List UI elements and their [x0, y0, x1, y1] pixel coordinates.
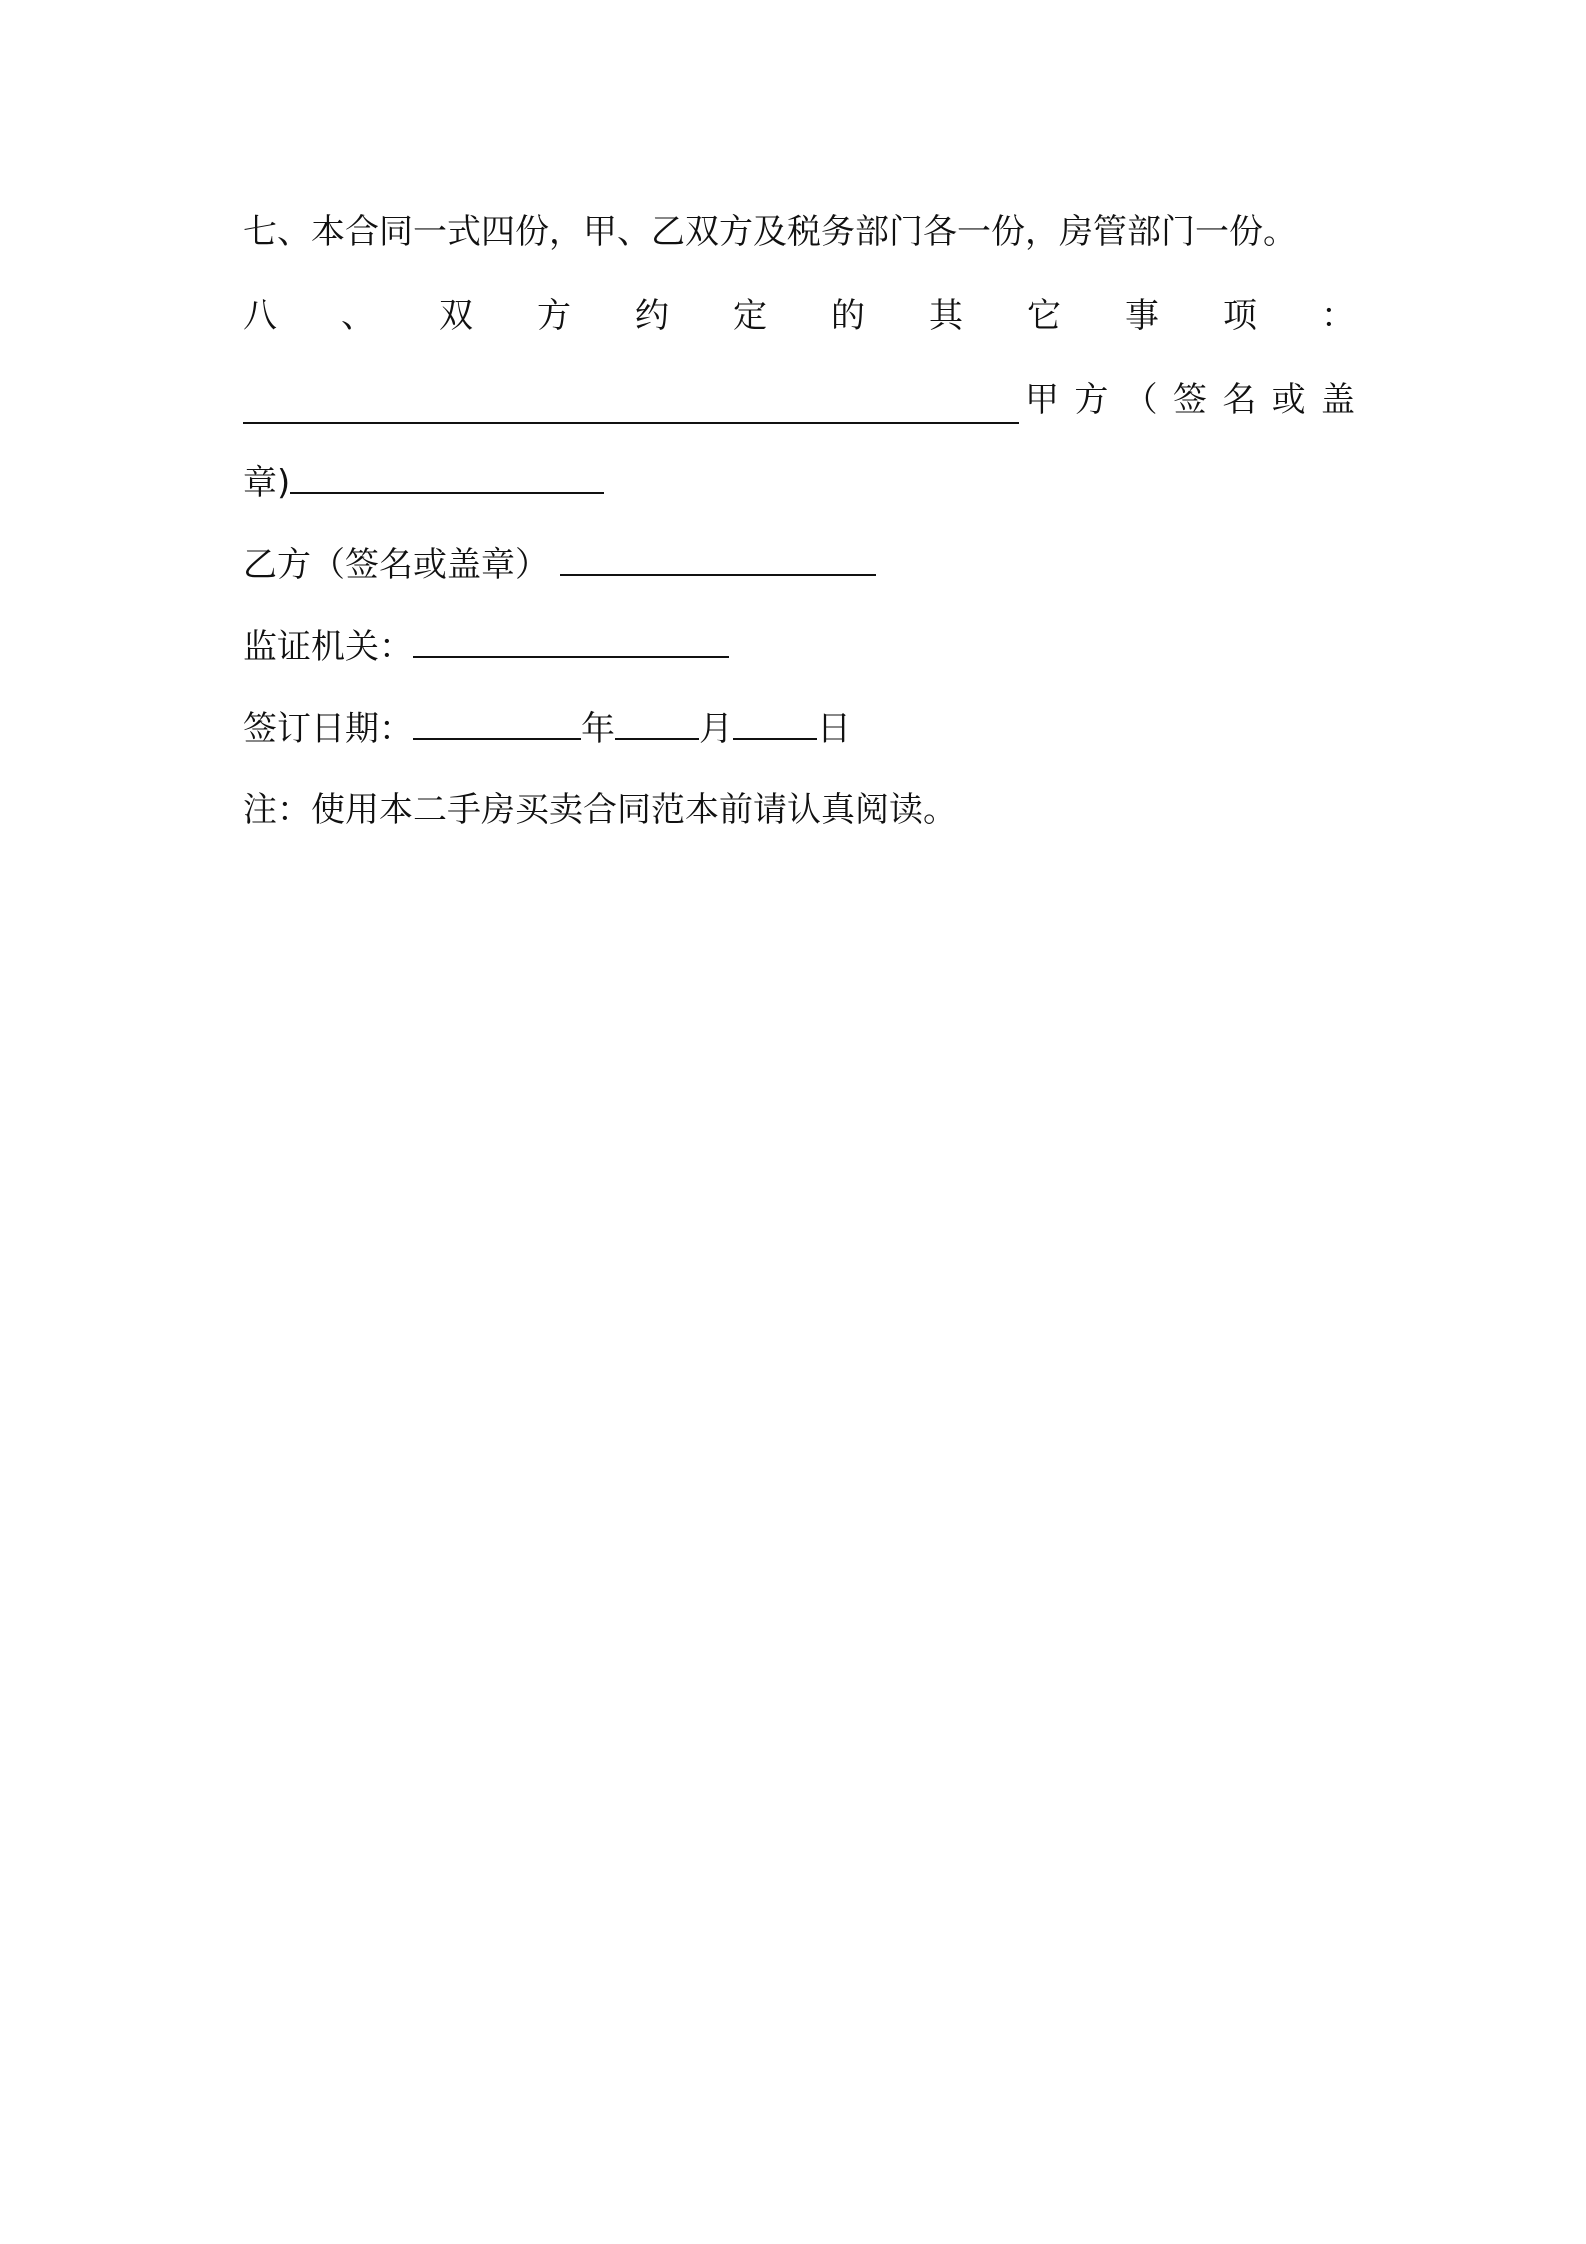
party-a-label: 甲 方 （ 签 名 或 盖: [1025, 380, 1355, 420]
party-b-label: 乙方（签名或盖章）: [243, 545, 549, 585]
party-b-line: [243, 540, 1355, 589]
clause-8-char: 其: [929, 296, 963, 336]
clause-8-char: 、: [341, 296, 375, 336]
clause-8-char: 双: [439, 296, 473, 336]
sign-date-line: [243, 704, 1355, 753]
party-a-signature-blank[interactable]: [290, 458, 604, 494]
supervisor-line: [243, 622, 1355, 671]
day-label: 日: [817, 709, 851, 749]
month-blank[interactable]: [615, 704, 699, 740]
party-a-line: [243, 458, 1355, 507]
clause-8-char: 的: [831, 296, 865, 336]
clause-8-char: ：: [1321, 296, 1355, 336]
clause-8-char: 定: [733, 296, 767, 336]
clause-8-char: 它: [1027, 296, 1061, 336]
party-b-signature-blank[interactable]: [560, 540, 876, 576]
clause-8-char: 事: [1125, 296, 1159, 336]
year-blank[interactable]: [413, 704, 581, 740]
supervisor-blank[interactable]: [413, 622, 729, 658]
day-blank[interactable]: [733, 704, 817, 740]
party-a-label-cont: 章): [243, 463, 291, 503]
sign-date-label: 签订日期：: [243, 709, 413, 749]
clause-8-char: 八: [243, 296, 277, 336]
clause-8-heading: [243, 292, 1355, 340]
month-label: 月: [699, 709, 733, 749]
clause-8-char: 项: [1223, 296, 1257, 336]
supervisor-label: 监证机关：: [243, 627, 413, 667]
clause-7: 七、本合同一式四份，甲、乙双方及税务部门各一份，房管部门一份。: [243, 212, 1297, 252]
other-terms-blank[interactable]: [243, 386, 1019, 424]
usage-note: 注：使用本二手房买卖合同范本前请认真阅读。: [243, 790, 957, 830]
clause-8-char: 约: [635, 296, 669, 336]
other-terms-line: [243, 376, 1355, 424]
year-label: 年: [581, 709, 615, 749]
clause-8-char: 方: [537, 296, 571, 336]
